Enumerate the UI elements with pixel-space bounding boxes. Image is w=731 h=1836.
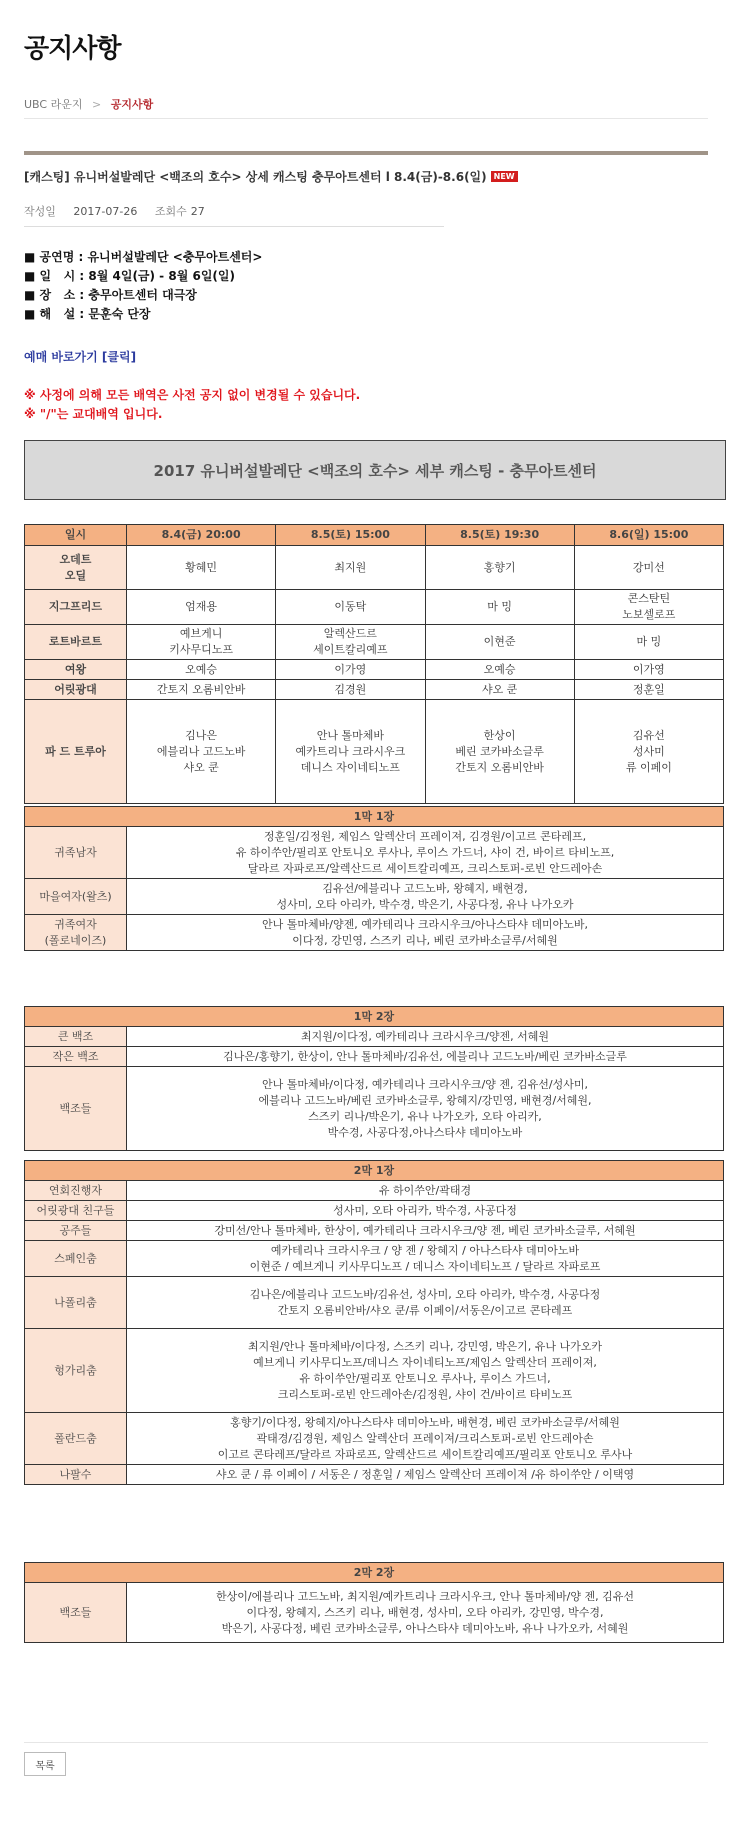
header-cell-date: 8.4(금) 20:00 — [127, 525, 276, 546]
header-cell-date-label: 일시 — [25, 525, 127, 546]
post-title-text: [캐스팅] 유니버설발레단 <백조의 호수> 상세 캐스팅 충무아트센터 l 8.4(금)-8.6(일) — [24, 170, 487, 184]
table-row — [25, 1221, 724, 1241]
cast-cell: 샤오 쿤 / 류 이페이 / 서동은 / 정훈일 / 제임스 알렉산더 프레이져 /유 하이쑤안 / 이택영 — [127, 1465, 724, 1485]
role-cell: 공주들 — [25, 1221, 127, 1241]
table-row — [25, 915, 724, 951]
role-cell: 스페인춤 — [25, 1241, 127, 1277]
cast-cell: 최지원 — [276, 546, 425, 590]
cast-cell: 안나 톨마체바/양젠, 예카테리나 크라시우크/아나스타샤 데미아노바, 이다정, 강민영, 스즈키 리나, 베린 코카바소글루/서혜원 — [127, 915, 724, 951]
role-cell: 연회진행자 — [25, 1181, 127, 1201]
cast-cell: 한상이 베린 코카바소글루 간토지 오롬비안바 — [425, 700, 574, 804]
cast-cell: 엄재용 — [127, 590, 276, 625]
act-title: 2막 2장 — [25, 1563, 724, 1583]
role-cell: 마을여자(왈츠) — [25, 879, 127, 915]
role-cell: 파 드 트루아 — [25, 700, 127, 804]
info-line: ■ 해 설 : 문훈숙 단장 — [24, 305, 262, 324]
info-line: ■ 공연명 : 유니버설발레단 <충무아트센터> — [24, 248, 262, 267]
cast-cell: 김유선/에블리나 고드노바, 왕혜지, 배현경, 성사미, 오타 아리카, 박수경, 박은기, 사공다정, 유나 나가오카 — [127, 879, 724, 915]
cast-cell: 마 밍 — [425, 590, 574, 625]
cast-cell: 콘스탄틴 노보셀로프 — [574, 590, 723, 625]
cast-cell: 예브게니 키사무디노프 — [127, 625, 276, 660]
table-row — [25, 1465, 724, 1485]
breadcrumb — [24, 96, 153, 112]
views-label: 조회수 — [154, 205, 187, 218]
cast-cell: 김경원 — [276, 680, 425, 700]
new-badge: NEW — [491, 171, 518, 182]
cast-cell: 이동탁 — [276, 590, 425, 625]
info-line: ■ 일 시 : 8월 4일(금) - 8월 6일(일) — [24, 267, 262, 286]
cast-cell: 홍향기/이다정, 왕혜지/아나스타샤 데미아노바, 배현경, 베린 코카바소글루/서혜원 곽태경/김경원, 제임스 알렉산더 프레이져/크리스토퍼-로빈 안드레아손 이고르 콘타레프/달라르 자파로프, 알렉산드르 세이트칼리예프/필리포 안토니오 루사나 — [127, 1413, 724, 1465]
cast-cell: 오예승 — [425, 660, 574, 680]
cast-cell: 한상이/에블리나 고드노바, 최지원/예카트리나 크라시우크, 안나 톨마체바/양 젠, 김유선 이다정, 왕혜지, 스즈키 리나, 배현경, 성사미, 오타 아리카, 강민영, 박수경, 박은기, 사공다정, 베린 코카바소글루, 아나스타샤 데미아노바, 유나 나가오카, 서혜원 — [127, 1583, 724, 1643]
act-header-row — [25, 1563, 724, 1583]
cast-cell: 강미선/안나 톨마체바, 한상이, 예카테리나 크라시우크/양 젠, 베린 코카바소글루, 서혜원 — [127, 1221, 724, 1241]
table-row — [25, 1201, 724, 1221]
table-row — [25, 827, 724, 879]
notice-line: ※ 사정에 의해 모든 배역은 사전 공지 없이 변경될 수 있습니다. — [24, 388, 361, 402]
cast-cell: 정훈일/김정원, 제임스 알렉산더 프레이져, 김경원/이고르 콘타레프, 유 하이쑤안/필리포 안토니오 루사나, 루이스 가드너, 샤이 건, 바이르 타비노프, 달라르 자파로프/알렉산드르 세이트칼리예프, 크리스토퍼-로빈 안드레아손 — [127, 827, 724, 879]
table-row — [25, 680, 724, 700]
role-cell: 백조들 — [25, 1583, 127, 1643]
role-cell: 작은 백조 — [25, 1047, 127, 1067]
date-label: 작성일 — [24, 205, 56, 218]
info-line: ■ 장 소 : 충무아트센터 대극장 — [24, 286, 262, 305]
role-cell: 지그프리드 — [25, 590, 127, 625]
cast-cell: 황혜민 — [127, 546, 276, 590]
divider — [24, 226, 444, 227]
role-cell: 나폴리춤 — [25, 1277, 127, 1329]
breadcrumb-separator: > — [91, 98, 102, 111]
casting-notice — [24, 386, 360, 424]
table-row — [25, 1047, 724, 1067]
table-row — [25, 879, 724, 915]
role-cell: 폴란드춤 — [25, 1413, 127, 1465]
header-bar — [24, 151, 708, 155]
act-cast-table — [24, 1006, 724, 1151]
table-row — [25, 700, 724, 804]
table-row — [25, 1027, 724, 1047]
role-cell: 백조들 — [25, 1067, 127, 1151]
table-row — [25, 1413, 724, 1465]
post-date: 2017-07-26 — [73, 205, 138, 218]
divider — [24, 118, 708, 119]
table-row — [25, 625, 724, 660]
table-row — [25, 1277, 724, 1329]
table-header-row — [25, 525, 724, 546]
cast-cell: 예카테리나 크라시우크 / 양 젠 / 왕혜지 / 아나스타샤 데미아노바 이현준 / 예브게니 키사무디노프 / 데니스 자이네티노프 / 달라르 자파로프 — [127, 1241, 724, 1277]
cast-cell: 김유선 성사미 류 이페이 — [574, 700, 723, 804]
role-cell: 로트바르트 — [25, 625, 127, 660]
cast-cell: 홍향기 — [425, 546, 574, 590]
role-cell: 여왕 — [25, 660, 127, 680]
cast-cell: 최지원/이다정, 예카테리나 크라시우크/양젠, 서혜원 — [127, 1027, 724, 1047]
post-title — [24, 168, 518, 185]
cast-cell: 안나 톨마체바 예카트리나 크라시우크 데니스 자이네티노프 — [276, 700, 425, 804]
performance-info — [24, 248, 262, 324]
table-row — [25, 546, 724, 590]
act-header-row — [25, 807, 724, 827]
notice-line: ※ "/"는 교대배역 입니다. — [24, 407, 163, 421]
act-title: 1막 1장 — [25, 807, 724, 827]
table-row — [25, 660, 724, 680]
cast-cell: 오예승 — [127, 660, 276, 680]
cast-cell: 샤오 쿤 — [425, 680, 574, 700]
table-row — [25, 1181, 724, 1201]
role-cell: 큰 백조 — [25, 1027, 127, 1047]
cast-cell: 이가영 — [276, 660, 425, 680]
ticket-link[interactable]: 예매 바로가기 [클릭] — [24, 350, 137, 364]
table-row — [25, 1241, 724, 1277]
casting-banner: 2017 유니버설발레단 <백조의 호수> 세부 캐스팅 - 충무아트센터 — [24, 440, 726, 500]
header-cell-date: 8.6(일) 15:00 — [574, 525, 723, 546]
table-row — [25, 1067, 724, 1151]
cast-cell: 간토지 오롬비안바 — [127, 680, 276, 700]
divider — [24, 1742, 708, 1743]
act-header-row — [25, 1161, 724, 1181]
view-count: 27 — [190, 205, 205, 218]
cast-cell: 정훈일 — [574, 680, 723, 700]
role-cell: 오데트 오딜 — [25, 546, 127, 590]
table-row — [25, 1583, 724, 1643]
list-button[interactable]: 목록 — [24, 1752, 66, 1776]
cast-cell: 마 밍 — [574, 625, 723, 660]
header-cell-date: 8.5(토) 19:30 — [425, 525, 574, 546]
header-cell-date: 8.5(토) 15:00 — [276, 525, 425, 546]
act-title: 2막 1장 — [25, 1161, 724, 1181]
cast-cell: 최지원/안나 톨마체바/이다정, 스즈키 리나, 강민영, 박은기, 유나 나가오카 예브게니 키사무디노프/데니스 자이네티노프/제임스 알렉산더 프레이져, 유 하이쑤안/필리포 안토니오 루사나, 루이스 가드너, 크리스토퍼-로빈 안드레아손/김정원, 샤이 건/바이르 타비노프 — [127, 1329, 724, 1413]
role-cell: 헝가리춤 — [25, 1329, 127, 1413]
role-cell: 어릿광대 — [25, 680, 127, 700]
main-cast-table — [24, 524, 724, 804]
table-row — [25, 590, 724, 625]
cast-cell: 안나 톨마체바/이다정, 예카테리나 크라시우크/양 젠, 김유선/성사미, 에블리나 고드노바/베린 코카바소글루, 왕혜지/강민영, 배현경/서혜원, 스즈키 리나/박은기, 유나 나가오카, 오타 아리카, 박수경, 사공다정,아나스타샤 데미아노바 — [127, 1067, 724, 1151]
cast-cell: 유 하이쑤안/곽태경 — [127, 1181, 724, 1201]
act-title: 1막 2장 — [25, 1007, 724, 1027]
page-title: 공지사항 — [24, 34, 121, 64]
breadcrumb-home-link[interactable]: UBC 라운지 — [24, 98, 83, 111]
role-cell: 귀족남자 — [25, 827, 127, 879]
post-meta — [24, 203, 219, 219]
cast-cell: 이현준 — [425, 625, 574, 660]
act-cast-table — [24, 1160, 724, 1485]
cast-cell: 이가영 — [574, 660, 723, 680]
cast-cell: 김나은 에블리나 고드노바 샤오 쿤 — [127, 700, 276, 804]
role-cell: 귀족여자 (폴로네이즈) — [25, 915, 127, 951]
cast-cell: 성사미, 오타 아리카, 박수경, 사공다정 — [127, 1201, 724, 1221]
cast-cell: 강미선 — [574, 546, 723, 590]
table-row — [25, 1329, 724, 1413]
cast-cell: 김나은/홍향기, 한상이, 안나 톨마체바/김유선, 에블리나 고드노바/베린 코카바소글루 — [127, 1047, 724, 1067]
breadcrumb-current: 공지사항 — [110, 98, 154, 111]
act-cast-table — [24, 806, 724, 951]
role-cell: 어릿광대 친구들 — [25, 1201, 127, 1221]
role-cell: 나팔수 — [25, 1465, 127, 1485]
act-cast-table — [24, 1562, 724, 1643]
cast-cell: 알렉산드르 세이트칼리예프 — [276, 625, 425, 660]
act-header-row — [25, 1007, 724, 1027]
cast-cell: 김나은/에블리나 고드노바/김유선, 성사미, 오타 아리카, 박수경, 사공다정 간토지 오롬비안바/샤오 쿤/류 이페이/서동은/이고르 콘타레프 — [127, 1277, 724, 1329]
